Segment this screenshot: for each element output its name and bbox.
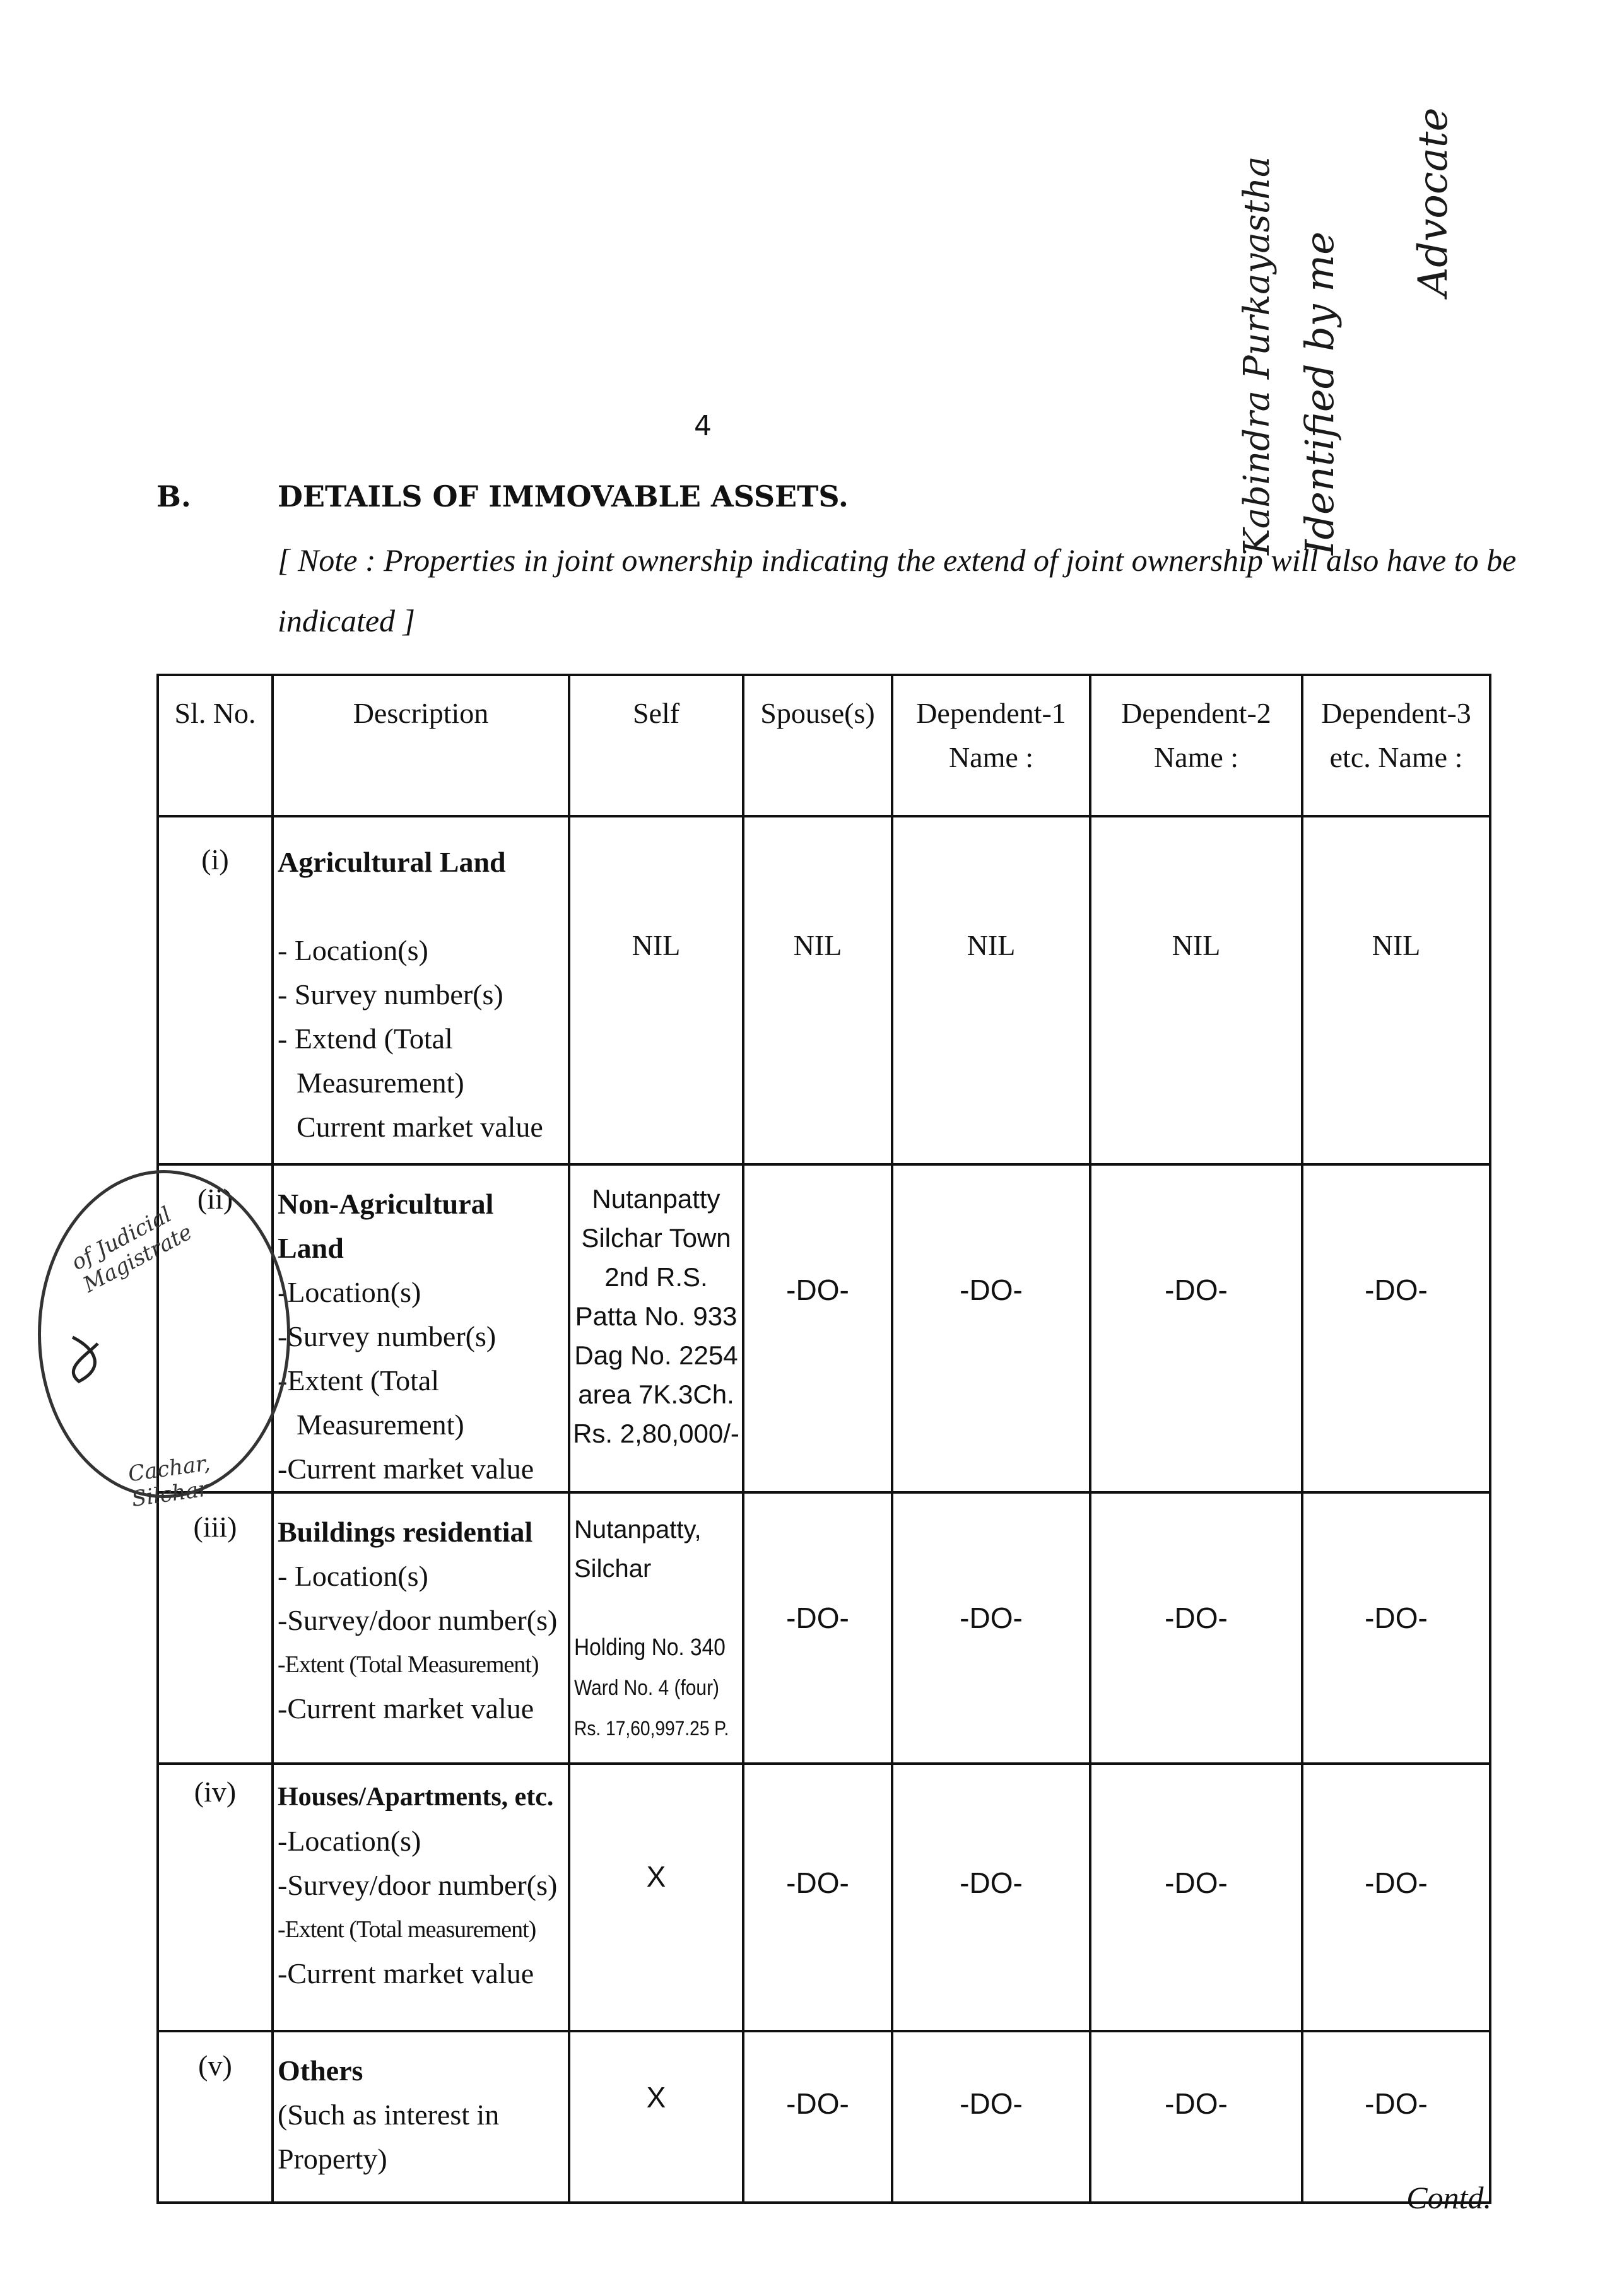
page-number: 4 [694,410,712,442]
section-title: DETAILS OF IMMOVABLE ASSETS. [278,479,849,513]
row-spouse: -DO- [743,2031,892,2203]
row-dependent-1: -DO- [892,2031,1090,2203]
header-dependent-3: Dependent-3 etc. Name : [1302,675,1490,816]
header-slno: Sl. No. [158,675,273,816]
row-spouse: -DO- [743,1764,892,2031]
seal-bottom-text: Cachar, Silchar [126,1450,212,1513]
row-slno: (iv) [158,1764,273,2031]
section-letter: B. [156,479,191,513]
row-description: Houses/Apartments, etc. -Location(s) -Survey/door number(s) -Extent (Total measurement) -Current market value [273,1764,569,2031]
row-slno: (ii) [158,1164,273,1492]
row-dependent-3: -DO- [1302,1492,1490,1764]
table-row [158,816,1490,1164]
row-dependent-2: NIL [1090,816,1302,1164]
row-self: Nutanpatty, Silchar Holding No. 340 Ward No. 4 (four) Rs. 17,60,997.25 P. [569,1492,743,1764]
row-self: X [569,2031,743,2203]
header-self: Self [569,675,743,816]
court-seal-stamp [38,1170,290,1513]
row-self: Nutanpatty Silchar Town 2nd R.S. Patta No. 933 Dag No. 2254 area 7K.3Ch. Rs. 2,80,000/- [569,1164,743,1492]
table-row [158,2031,1490,2203]
header-description: Description [273,675,569,816]
seal-signature-icon [60,1331,110,1388]
handwritten-signature-name: Kabindra Purkayastha [1237,156,1278,555]
immovable-assets-table [156,674,1491,2204]
header-dependent-1: Dependent-1 Name : [892,675,1090,816]
contd-label: Contd. [1406,2180,1491,2215]
row-description: Non-Agricultural Land -Location(s) -Survey number(s) -Extent (Total Measurement) -Current market value [273,1164,569,1492]
row-dependent-2: -DO- [1090,1764,1302,2031]
row-dependent-1: NIL [892,816,1090,1164]
row-dependent-2: -DO- [1090,1164,1302,1492]
table-row [158,1764,1490,2031]
row-dependent-1: -DO- [892,1492,1090,1764]
header-dependent-2: Dependent-2 Name : [1090,675,1302,816]
row-description: Agricultural Land - Location(s) - Survey number(s) - Extend (Total Measurement) Current market value [273,816,569,1164]
handwritten-advocate: Advocate [1410,107,1457,296]
row-description: Others (Such as interest in Property) [273,2031,569,2203]
row-dependent-1: -DO- [892,1764,1090,2031]
row-slno: (i) [158,816,273,1164]
row-slno: (v) [158,2031,273,2203]
row-spouse: -DO- [743,1164,892,1492]
table-row [158,1492,1490,1764]
section-note: [ Note : Properties in joint ownership indicating the extend of joint ownership will also have to be indicated ] [278,542,1517,638]
row-dependent-3: -DO- [1302,1164,1490,1492]
row-self: X [569,1764,743,2031]
row-spouse: NIL [743,816,892,1164]
row-slno: (iii) [158,1492,273,1764]
handwritten-identified-by: Identified by me [1296,231,1343,555]
row-dependent-3: NIL [1302,816,1490,1164]
row-dependent-2: -DO- [1090,2031,1302,2203]
row-description: Buildings residential - Location(s) -Survey/door number(s) -Extent (Total Measurement) -Current market value [273,1492,569,1764]
row-dependent-1: -DO- [892,1164,1090,1492]
table-header-row [158,675,1490,816]
row-dependent-3: -DO- [1302,2031,1490,2203]
row-dependent-3: -DO- [1302,1764,1490,2031]
seal-top-text: of Judicial Magistrate [67,1202,197,1298]
row-self: NIL [569,816,743,1164]
row-dependent-2: -DO- [1090,1492,1302,1764]
row-spouse: -DO- [743,1492,892,1764]
header-spouse: Spouse(s) [743,675,892,816]
table-row [158,1164,1490,1492]
